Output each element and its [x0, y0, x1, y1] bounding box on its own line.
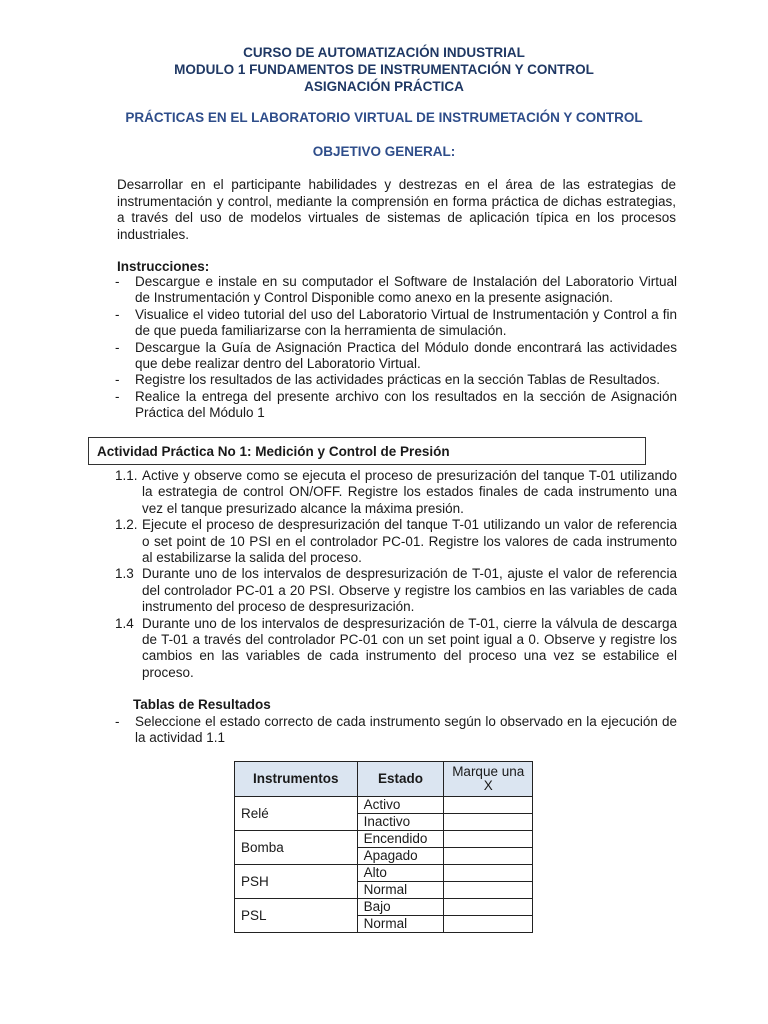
list-item: [117, 468, 677, 517]
step-number: 1.3: [115, 566, 134, 582]
instrument-cell: Relé: [235, 797, 358, 831]
step-text: Durante uno de los intervalos de despresurización de T-01, cierre la válvula de descarga de T-01 a través del controlador PC-01 con un set point igual a 0. Observe y registre los cambios en las variables de cada instrumento del proceso una vez se estabilice el proceso.: [142, 615, 677, 680]
table-row: [235, 865, 533, 882]
instrument-cell: PSL: [235, 899, 358, 933]
column-header: Estado: [357, 762, 444, 797]
mark-cell[interactable]: [444, 797, 533, 814]
mark-cell[interactable]: [444, 848, 533, 865]
state-cell: Encendido: [357, 831, 444, 848]
instrument-cell: PSH: [235, 865, 358, 899]
list-item: - Descargue e instale en su computador el Software de Instalación del Laboratorio Virtual de Instrumentación y Control Disponible como anexo en la presente asignación.: [117, 274, 677, 307]
list-item: - Visualice el video tutorial del uso del Laboratorio Virtual de Instrumentación y Control a fin de que pueda familiarizarse con la herramienta de simulación.: [117, 307, 677, 340]
state-cell: Apagado: [357, 848, 444, 865]
state-cell: Activo: [357, 797, 444, 814]
table-row: [235, 797, 533, 814]
instructions-label: Instrucciones:: [117, 259, 210, 274]
activity-title: Actividad Práctica No 1: Medición y Control de Presión: [88, 437, 646, 465]
results-table: [234, 761, 533, 933]
practice-subtitle: PRÁCTICAS EN EL LABORATORIO VIRTUAL DE INSTRUMETACIÓN Y CONTROL: [125, 110, 643, 125]
state-cell: Bajo: [357, 899, 444, 916]
mark-cell[interactable]: [444, 865, 533, 882]
table-row: [235, 899, 533, 916]
list-item: - Registre los resultados de las actividades prácticas en la sección Tablas de Resultados.: [117, 372, 677, 388]
list-item: [117, 517, 677, 566]
state-cell: Alto: [357, 865, 444, 882]
instrument-cell: Bomba: [235, 831, 358, 865]
list-item: [117, 616, 677, 682]
state-cell: Normal: [357, 916, 444, 933]
list-item: [117, 566, 677, 615]
instructions-list: [117, 274, 677, 422]
table-row: [235, 831, 533, 848]
step-number: 1.4: [115, 615, 134, 631]
objective-title: OBJETIVO GENERAL:: [312, 144, 456, 159]
activity-steps: [117, 468, 677, 681]
column-header: Instrumentos: [235, 762, 358, 797]
mark-cell[interactable]: [444, 814, 533, 831]
step-text: Durante uno de los intervalos de despresurización de T-01, ajuste el valor de referencia del controlador PC-01 a 20 PSI. Observe y registre los cambios en las variables de cada instrumento del proceso de despresurización.: [142, 566, 677, 615]
step-text: Active y observe como se ejecuta el proceso de presurización del tanque T-01 utilizando la estrategia de control ON/OFF. Registre los estados finales de cada instrumento una vez el tanque presurizado alcance la máxima presión.: [142, 468, 677, 516]
mark-cell[interactable]: [444, 882, 533, 899]
objective-text: Desarrollar en el participante habilidades y destrezas en el área de las estrategias de instrumentación y control, mediante la comprensión en forma práctica de dichas estrategias, a través del uso de modelos virtuales de sistemas de aplicación típica en los procesos industriales.: [117, 177, 676, 242]
step-text: Ejecute el proceso de despresurización del tanque T-01 utilizando un valor de referencia o set point de 10 PSI en el controlador PC-01. Registre los valores de cada instrumento al estabilizarse la salida del proceso.: [142, 517, 677, 566]
state-cell: Normal: [357, 882, 444, 899]
results-instructions: [117, 714, 677, 747]
mark-cell[interactable]: [444, 831, 533, 848]
list-item: - Descargue la Guía de Asignación Practica del Módulo donde encontrará las actividades que debe realizar dentro del Laboratorio Virtual.: [117, 340, 677, 373]
mark-cell[interactable]: [444, 916, 533, 933]
assignment-title: ASIGNACIÓN PRÁCTICA: [304, 79, 464, 94]
list-item: - Realice la entrega del presente archivo con los resultados en la sección de Asignación Práctica del Módulo 1: [117, 389, 677, 422]
column-header: Marque una X: [444, 762, 533, 797]
state-cell: Inactivo: [357, 814, 444, 831]
step-number: 1.2.: [115, 517, 138, 533]
table-header-row: [235, 762, 533, 797]
list-item: - Seleccione el estado correcto de cada instrumento según lo observado en la ejecución de la actividad 1.1: [117, 714, 677, 747]
step-number: 1.1.: [115, 468, 138, 483]
mark-cell[interactable]: [444, 899, 533, 916]
results-title: Tablas de Resultados: [133, 697, 271, 712]
module-title: MODULO 1 FUNDAMENTOS DE INSTRUMENTACIÓN Y CONTROL: [174, 62, 594, 77]
course-title: CURSO DE AUTOMATIZACIÓN INDUSTRIAL: [243, 45, 525, 60]
